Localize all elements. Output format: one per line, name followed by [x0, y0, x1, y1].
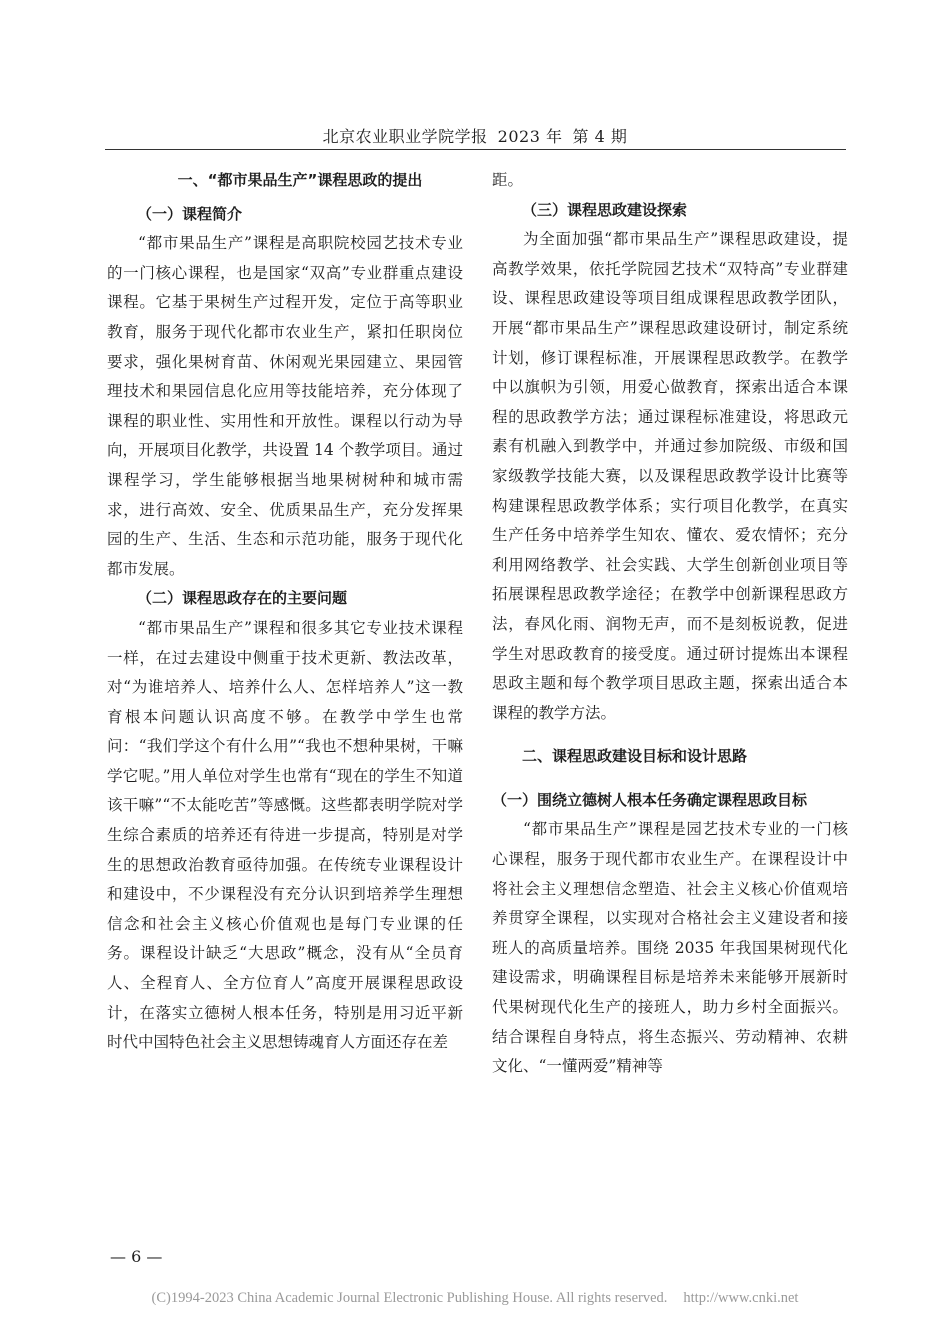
copyright-text: (C)1994-2023 China Academic Journal Electronic Publishing House. All rights reserved.: [151, 1290, 668, 1306]
subsection-3-paragraph: 为全面加强“都市果品生产”课程思政建设，提高教学效果，依托学院园艺技术“双特高”专业群建设、课程思政建设等项目组成课程思政教学团队，开展“都市果品生产”课程思政建设研讨，制定系统计划，修订课程标准，开展课程思政教学。在教学中以旗帜为引领，用爱心做教育，探索出适合本课程的思政教学方法；通过课程标准建设，将思政元素有机融入到教学中，并通过参加院级、市级和国家级教学技能大赛，以及课程思政教学设计比赛等构建课程思政教学体系；实行项目化教学，在真实生产任务中培养学生知农、懂农、爱农情怀；充分利用网络教学、社会实践、大学生创新创业项目等拓展课程思政教学途径；在教学中创新课程思政方法，春风化雨、润物无声，而不是刻板说教，促进学生对思政教育的接受度。通过研讨提炼出本课程思政主题和每个教学项目思政主题，探索出适合本课程的教学方法。: [492, 230, 848, 722]
subsection-4-paragraph: “都市果品生产”课程是园艺技术专业的一门核心课程，服务于现代都市农业生产。在课程设计中将社会主义理想信念塑造、社会主义核心价值观培养贯穿全课程，以实现对合格社会主义建设者和接班人的高质量培养。围绕 2035 年我国果树现代化建设需求，明确课程目标是培养未来能够开展新时代果树现代化生产的接班人，助力乡村全面振兴。结合课程自身特点，将生态振兴、劳动精神、农耕文化、“一懂两爱”精神等: [492, 820, 848, 1076]
left-column: [107, 166, 463, 1058]
copyright-footer: [0, 1290, 950, 1307]
section-2-title: 二、课程思政建设目标和设计思路: [522, 747, 748, 766]
subsection-1-title: （一）课程简介: [137, 204, 243, 223]
subsection-1-paragraph: “都市果品生产”课程是高职院校园艺技术专业的一门核心课程，也是国家“双高”专业群重点建设课程。它基于果树生产过程开发，定位于高等职业教育，服务于现代化都市农业生产，紧扣任职岗位要求，强化果树育苗、休闲观光果园建立、果园管理技术和果园信息化应用等技能培养，充分体现了课程的职业性、实用性和开放性。课程以行动为导向，开展项目化教学，共设置 14 个教学项目。通过课程学习，学生能够根据当地果树树种和城市需求，进行高效、安全、优质果品生产，充分发挥果园的生产、生活、生态和示范功能，服务于现代化都市发展。: [107, 234, 463, 578]
subsection-3-title: （三）课程思政建设探索: [522, 200, 688, 219]
right-column: [492, 166, 848, 1082]
journal-issue: 第 4 期: [572, 127, 628, 146]
journal-year: 2023 年: [497, 127, 563, 146]
journal-name: 北京农业职业学院学报: [322, 127, 488, 146]
subsection-4-title: （一）围绕立德树人根本任务确定课程思政目标: [492, 790, 808, 809]
subsection-2-title: （二）课程思政存在的主要问题: [137, 589, 348, 608]
section-1-title: 一、“都市果品生产”课程思政的提出: [177, 171, 423, 189]
header-rule: [105, 149, 846, 150]
continued-text: 距。: [492, 171, 524, 189]
cnki-url: http://www.cnki.net: [683, 1290, 799, 1306]
running-header: [0, 124, 950, 147]
page-number: — 6 —: [110, 1247, 163, 1266]
subsection-2-paragraph: “都市果品生产”课程和很多其它专业技术课程一样，在过去建设中侧重于技术更新、教法改革，对“为谁培养人、培养什么人、怎样培养人”这一教育根本问题认识高度不够。在教学中学生也常问：“我们学这个有什么用”“我也不想种果树，干嘛学它呢。”用人单位对学生也常有“现在的学生不知道该干嘛”“不太能吃苦”等感慨。这些都表明学院对学生综合素质的培养还有待进一步提高，特别是对学生的思想政治教育亟待加强。在传统专业课程设计和建设中，不少课程没有充分认识到培养学生理想信念和社会主义核心价值观也是每门专业课的任务。课程设计缺乏“大思政”概念，没有从“全员育人、全程育人、全方位育人”高度开展课程思政设计，在落实立德树人根本任务，特别是用习近平新时代中国特色社会主义思想铸魂育人方面还存在差: [107, 618, 463, 1052]
